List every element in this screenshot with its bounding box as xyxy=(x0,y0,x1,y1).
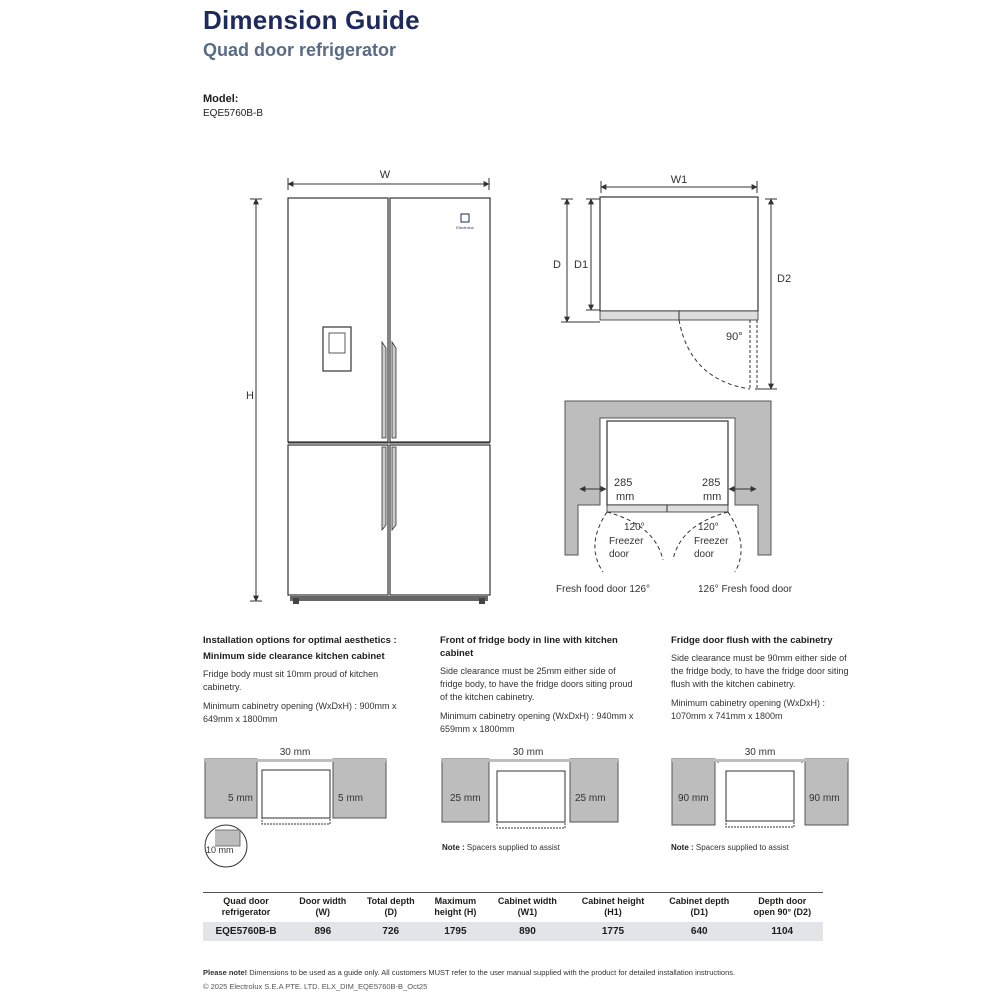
plan-left-door-line1: Freezer xyxy=(609,536,644,547)
install-1-left-gap: 5 mm xyxy=(228,793,253,804)
cabinet-depth-label: D1 xyxy=(574,259,589,271)
brand-logo-icon xyxy=(461,214,469,222)
table-row xyxy=(203,922,823,941)
spec-table xyxy=(203,892,823,941)
install-diagram-3 xyxy=(672,747,848,827)
section-1-heading: Installation options for optimal aesthetics : xyxy=(203,635,397,646)
table-cell: 726 xyxy=(357,922,426,941)
install-2-left-gap: 25 mm xyxy=(450,793,481,804)
plan-right-door-line2: door xyxy=(694,549,715,560)
freshfood-door-left xyxy=(288,198,388,442)
fridge-base xyxy=(290,596,488,601)
install-diagram-2 xyxy=(442,747,618,828)
install-2-note xyxy=(442,843,560,852)
plan-right-door-line1: Freezer xyxy=(694,536,729,547)
page-title: Dimension Guide xyxy=(203,5,420,35)
header-cell: Total depth (D) xyxy=(357,893,426,923)
header-cell: Cabinet height (H1) xyxy=(569,893,657,923)
table-cell: 896 xyxy=(289,922,356,941)
brand-logo-text: Electrolux xyxy=(456,225,474,230)
table-cell: 1104 xyxy=(742,922,823,941)
table-cell: 890 xyxy=(486,922,569,941)
header-cell: Door width (W) xyxy=(289,893,356,923)
section-2 xyxy=(440,634,640,736)
page-subtitle: Quad door refrigerator xyxy=(203,40,397,60)
freezer-door-right xyxy=(390,445,490,595)
header-cell: Cabinet depth (D1) xyxy=(657,893,742,923)
front-height-label: H xyxy=(246,390,254,402)
header-cell: Depth door open 90° (D2) xyxy=(742,893,823,923)
install-2-note-text: Spacers supplied to assist xyxy=(464,843,560,852)
header-cell: Maximum height (H) xyxy=(425,893,486,923)
top-width-label: W1 xyxy=(670,174,688,186)
section-3-desc: Side clearance must be 90mm either side of the fridge body, to have the fridge door siting flush with the kitchen cabinetry. xyxy=(671,653,849,689)
install-3-note xyxy=(671,843,789,852)
left-handle-lower xyxy=(382,447,386,530)
install-2-top-gap: 30 mm xyxy=(512,747,544,758)
table-cell: EQE5760B-B xyxy=(203,922,289,941)
plan-left-door-line2: door xyxy=(609,549,630,560)
spec-table-header-row xyxy=(203,893,823,923)
install-2-note-bold: Note : xyxy=(442,843,465,852)
plan-view-diagram xyxy=(556,401,793,595)
section-3-opening: Minimum cabinetry opening (WxDxH) : 1070mm x 741mm x 1800m xyxy=(671,698,826,721)
plan-left-gap-unit: mm xyxy=(616,491,635,503)
plan-left-gap-value: 285 xyxy=(614,477,633,489)
install-diagram-1 xyxy=(205,747,386,867)
plan-right-caption: 126° Fresh food door xyxy=(698,584,793,595)
footer-note-text: Dimensions to be used as a guide only. All customers MUST refer to the user manual supplied with the product for detailed installation instructions. xyxy=(247,968,736,977)
table-cell: 640 xyxy=(657,922,742,941)
footer-note xyxy=(203,968,735,977)
section-2-opening: Minimum cabinetry opening (WxDxH) : 940mm x 659mm x 1800mm xyxy=(440,711,634,734)
footer-copyright: © 2025 Electrolux S.E.A PTE. LTD. ELX_DIM_EQE5760B-B_Oct25 xyxy=(203,982,428,991)
plan-left-angle: 120° xyxy=(624,522,645,533)
model-label: Model: xyxy=(203,93,239,105)
door-angle-label: 90° xyxy=(726,331,743,343)
right-handle-upper xyxy=(392,342,396,438)
depth-label: D xyxy=(553,259,561,271)
section-3-heading: Fridge door flush with the cabinetry xyxy=(671,635,833,646)
section-1 xyxy=(203,634,418,726)
model-value: EQE5760B-B xyxy=(203,108,264,119)
section-2-desc: Side clearance must be 25mm either side of fridge body, to have the fridge doors siting proud of the kitchen cabinetry. xyxy=(440,666,633,702)
install-1-detail-label: 10 mm xyxy=(206,845,234,855)
section-1-opening: Minimum cabinetry opening (WxDxH) : 900mm x 649mm x 1800mm xyxy=(203,701,397,724)
footer-note-bold: Please note! xyxy=(203,968,248,977)
top-view-diagram xyxy=(553,174,791,389)
install-1-top-gap: 30 mm xyxy=(279,747,311,758)
right-handle-lower xyxy=(392,447,396,530)
install-2-right-gap: 25 mm xyxy=(575,793,606,804)
section-3 xyxy=(671,634,851,723)
fridge-cabinet-top xyxy=(600,197,758,311)
install-3-note-bold: Note : xyxy=(671,843,694,852)
plan-right-angle: 120° xyxy=(698,522,719,533)
depth-door-open-label: D2 xyxy=(777,273,792,285)
install-3-left-gap: 90 mm xyxy=(678,793,709,804)
front-width-label: W xyxy=(379,169,391,181)
section-1-subheading: Minimum side clearance kitchen cabinet xyxy=(203,651,385,662)
install-1-right-gap: 5 mm xyxy=(338,793,363,804)
plan-right-gap-value: 285 xyxy=(702,477,721,489)
plan-left-caption: Fresh food door 126° xyxy=(556,584,651,595)
header-cell: Cabinet width (W1) xyxy=(486,893,569,923)
table-cell: 1795 xyxy=(425,922,486,941)
header-cell: Quad door refrigerator xyxy=(203,893,289,923)
install-3-right-gap: 90 mm xyxy=(809,793,840,804)
section-2-heading: Front of fridge body in line with kitchen cabinet xyxy=(440,635,618,659)
left-handle-upper xyxy=(382,342,386,438)
plan-kitchen-cabinet xyxy=(565,401,771,555)
section-1-desc: Fridge body must sit 10mm proud of kitchen cabinetry. xyxy=(203,669,379,692)
freezer-door-left xyxy=(288,445,388,595)
water-dispenser-icon xyxy=(323,327,351,371)
front-view-diagram xyxy=(246,169,490,604)
plan-right-gap-unit: mm xyxy=(703,491,722,503)
table-cell: 1775 xyxy=(569,922,657,941)
freshfood-door-right xyxy=(390,198,490,442)
install-3-top-gap: 30 mm xyxy=(744,747,776,758)
install-3-note-text: Spacers supplied to assist xyxy=(693,843,789,852)
